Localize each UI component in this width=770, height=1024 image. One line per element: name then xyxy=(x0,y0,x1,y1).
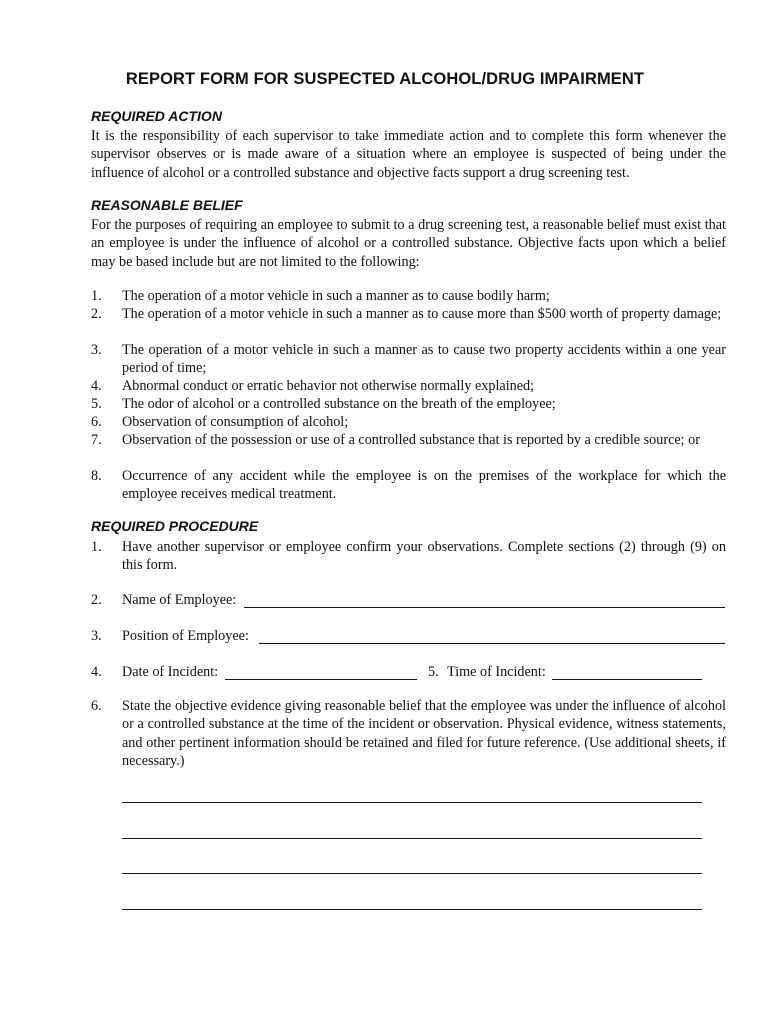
name-of-employee-label: Name of Employee: xyxy=(122,592,237,608)
procedure-step-6 xyxy=(91,697,726,770)
list-item-text: The operation of a motor vehicle in such a manner as to cause more than $500 worth of property damage; xyxy=(122,306,722,322)
list-item-text: Occurrence of any accident while the employee is on the premises of the workplace for which the employee receives medical treatment. xyxy=(122,468,726,503)
list-item xyxy=(91,431,726,449)
list-item-text: The odor of alcohol or a controlled substance on the breath of the employee; xyxy=(122,396,556,412)
position-of-employee-field[interactable] xyxy=(259,643,725,644)
list-item xyxy=(91,305,726,323)
time-of-incident-number: 5. xyxy=(428,664,439,680)
reasonable-belief-text: For the purposes of requiring an employee to submit to a drug screening test, a reasonable belief must exist that an employee is under the influence of alcohol or a controlled substance. Objective facts upon which a belief may be based include but are not limited to the following: xyxy=(91,217,726,270)
evidence-line[interactable] xyxy=(122,838,702,839)
name-of-employee-field[interactable] xyxy=(244,607,725,608)
time-of-incident-label: Time of Incident: xyxy=(447,664,546,680)
step-text: Have another supervisor or employee confirm your observations. Complete sections (2) through (9) on this form. xyxy=(122,539,726,574)
evidence-line[interactable] xyxy=(122,802,702,803)
step-number: 4. xyxy=(91,664,102,680)
position-of-employee-row xyxy=(91,627,726,647)
step-number: 2. xyxy=(91,592,102,608)
date-of-incident-field[interactable] xyxy=(225,679,417,680)
list-item-number: 3. xyxy=(91,342,102,358)
date-of-incident-label: Date of Incident: xyxy=(122,664,219,680)
required-procedure-heading: REQUIRED PROCEDURE xyxy=(91,518,259,534)
date-time-row xyxy=(91,663,726,683)
list-item-text: Observation of the possession or use of a controlled substance that is reported by a credible source; or xyxy=(122,432,700,448)
reasonable-belief-heading: REASONABLE BELIEF xyxy=(91,197,243,213)
list-item-number: 7. xyxy=(91,432,102,448)
time-of-incident-field[interactable] xyxy=(552,679,702,680)
step-number: 1. xyxy=(91,539,102,555)
list-item-number: 1. xyxy=(91,288,102,304)
list-item-number: 8. xyxy=(91,468,102,484)
procedure-step-1 xyxy=(91,538,726,575)
required-action-heading: REQUIRED ACTION xyxy=(91,108,222,124)
list-item xyxy=(91,467,726,504)
list-item-number: 4. xyxy=(91,378,102,394)
list-item xyxy=(91,287,726,305)
required-action-text: It is the responsibility of each supervisor to take immediate action and to complete this form whenever the supervisor observes or is made aware of a situation where an employee is suspected of being under the influence of alcohol or a controlled substance and objective facts support a drug screening test. xyxy=(91,128,726,181)
list-item xyxy=(91,413,726,431)
list-item-number: 5. xyxy=(91,396,102,412)
step-number: 6. xyxy=(91,698,102,714)
list-item-number: 2. xyxy=(91,306,102,322)
page-title: REPORT FORM FOR SUSPECTED ALCOHOL/DRUG IMPAIRMENT xyxy=(125,70,645,88)
step-text: State the objective evidence giving reasonable belief that the employee was under the influence of alcohol or a controlled substance at the time of the incident or observation. Physical evidence, witness statements, and other pertinent information should be retained and filed for future reference. (Use additional sheets, if necessary.) xyxy=(122,698,726,769)
evidence-line[interactable] xyxy=(122,873,702,874)
list-item xyxy=(91,377,726,395)
list-item-number: 6. xyxy=(91,414,102,430)
list-item-text: Abnormal conduct or erratic behavior not otherwise normally explained; xyxy=(122,378,535,394)
position-of-employee-label: Position of Employee: xyxy=(122,628,249,644)
list-item xyxy=(91,341,726,378)
list-item xyxy=(91,395,726,413)
list-item-text: The operation of a motor vehicle in such a manner as to cause two property accidents within a one year period of time; xyxy=(122,342,726,377)
list-item-text: Observation of consumption of alcohol; xyxy=(122,414,349,430)
evidence-line[interactable] xyxy=(122,909,702,910)
list-item-text: The operation of a motor vehicle in such a manner as to cause bodily harm; xyxy=(122,288,550,304)
name-of-employee-row xyxy=(91,591,726,611)
step-number: 3. xyxy=(91,628,102,644)
